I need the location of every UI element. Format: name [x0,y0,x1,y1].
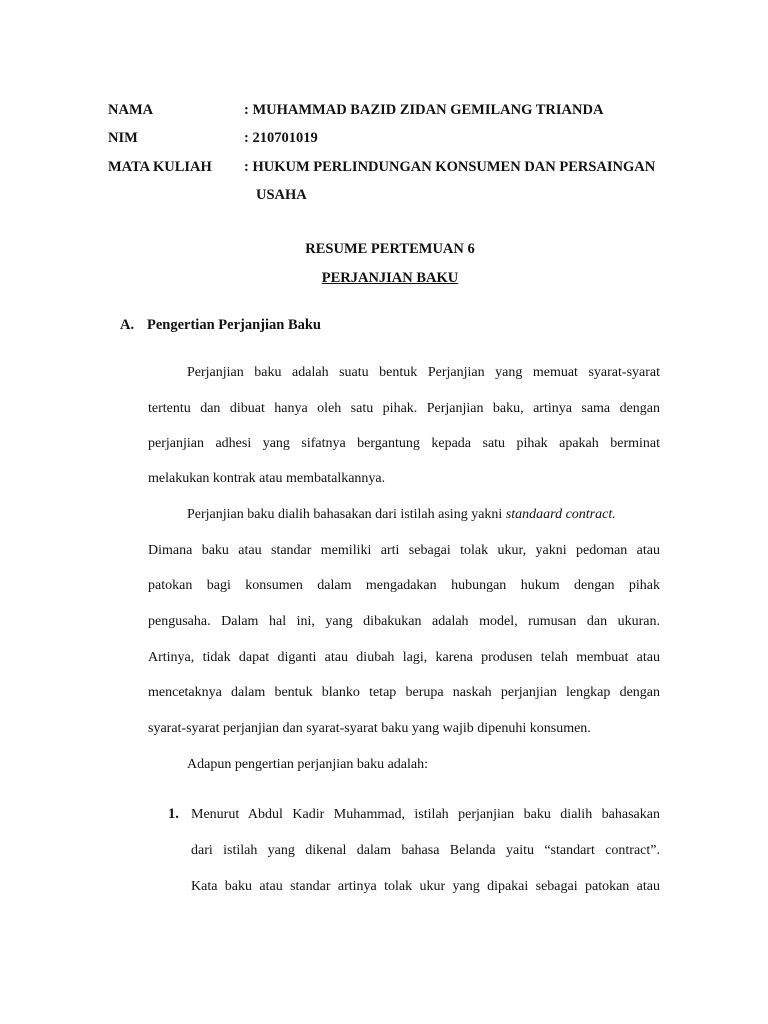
mk-value-line2: USAHA [256,187,307,203]
paragraph-1-line: perjanjian adhesi yang sifatnya bergantung kepada satu pihak apakah berminat [148,436,660,451]
paragraph-2-italic-term: standaard contract. [505,507,616,522]
nama-value: : MUHAMMAD BAZID ZIDAN GEMILANG TRIANDA [244,102,604,118]
list-item-1-line: Kata baku atau standar artinya tolak ukur yang dipakai sebagai patokan atau [191,879,660,894]
nim-value: : 210701019 [244,130,318,146]
nim-label: NIM [108,130,138,146]
list-item-1-number: 1. [168,806,179,822]
paragraph-1-line: tertentu dan dibuat hanya oleh satu pihak. Perjanjian baku, artinya sama dengan [148,401,660,416]
paragraph-2-first-line [187,506,660,524]
section-a-number: A. [120,317,135,333]
document-subtitle: PERJANJIAN BAKU [321,270,459,286]
paragraph-2-line: pengusaha. Dalam hal ini, yang dibakukan adalah model, rumusan dan ukuran. [148,614,660,629]
nama-label: NAMA [108,102,154,118]
mk-value-line1: : HUKUM PERLINDUNGAN KONSUMEN DAN PERSAINGAN [244,159,656,175]
paragraph-1-line: melakukan kontrak atau membatalkannya. [148,471,386,486]
list-item-1-line: Menurut Abdul Kadir Muhammad, istilah perjanjian baku dialih bahasakan [191,807,660,822]
paragraph-1-line: Perjanjian baku adalah suatu bentuk Perjanjian yang memuat syarat-syarat [187,365,660,380]
mk-label: MATA KULIAH [108,159,212,175]
paragraph-2-line: syarat-syarat perjanjian dan syarat-syarat baku yang wajib dipenuhi konsumen. [148,721,591,736]
section-a-title: Pengertian Perjanjian Baku [147,317,321,333]
paragraph-2-line: mencetaknya dalam bentuk blanko tetap berupa naskah perjanjian lengkap dengan [148,685,660,700]
list-item-1-line: dari istilah yang dikenal dalam bahasa Belanda yaitu “standart contract”. [191,843,660,858]
paragraph-2-line: Artinya, tidak dapat diganti atau diubah lagi, karena produsen telah membuat atau [148,650,660,665]
document-title: RESUME PERTEMUAN 6 [305,241,475,257]
section-a-heading [120,317,321,334]
paragraph-2-line: patokan bagi konsumen dalam mengadakan hubungan hukum dengan pihak [148,578,660,593]
paragraph-3-line: Adapun pengertian perjanjian baku adalah: [187,757,429,772]
paragraph-2-line: Dimana baku atau standar memiliki arti sebagai tolak ukur, yakni pedoman atau [148,543,660,558]
paragraph-2-first-text: Perjanjian baku dialih bahasakan dari istilah asing yakni [187,507,506,522]
